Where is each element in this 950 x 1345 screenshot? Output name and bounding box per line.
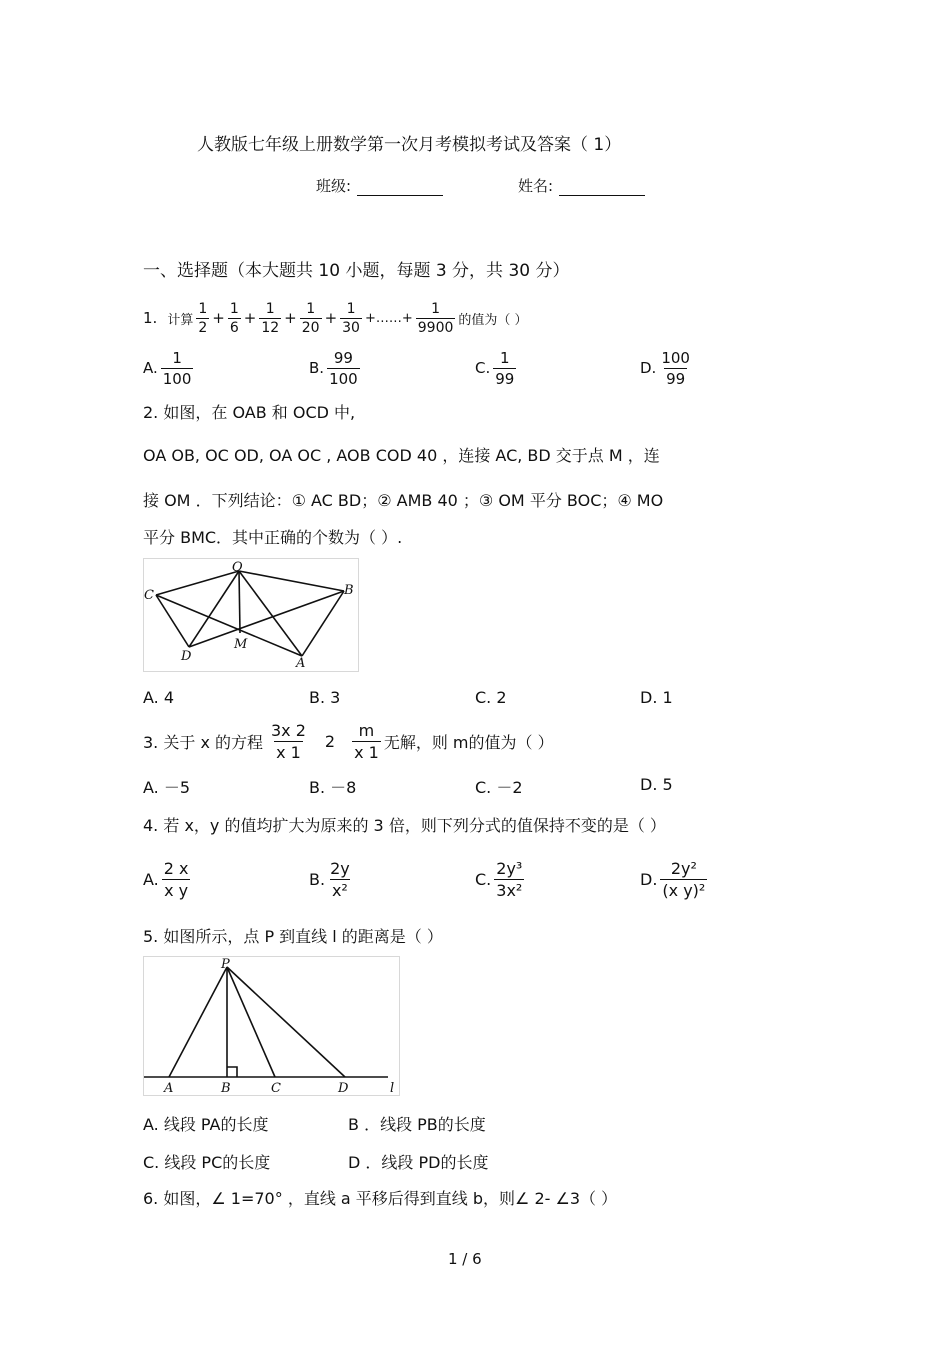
class-blank — [357, 177, 443, 196]
q1-number: 1. — [143, 309, 158, 327]
q3-frac-2: $\frac{m}{x 1}$ — [354, 720, 379, 762]
q4-option-a-frac: $\frac{2 x}{\text{x y}}$ — [163, 858, 189, 900]
q1-dots: +……+ — [364, 310, 413, 326]
q3-option-b: B. －8 — [309, 778, 357, 797]
q2-option-b: B. 3 — [309, 688, 341, 707]
label-A: A — [296, 656, 306, 671]
q1-calc-label: 计算 — [167, 312, 194, 328]
q5-option-d: D ．线段 PD的长度 — [348, 1153, 489, 1172]
segment-BA — [302, 591, 344, 656]
q4-option-b: B. $\frac{2y}{\text{x²}}$ — [309, 858, 350, 900]
q2-figure-svg — [144, 559, 358, 671]
segment-PD — [227, 967, 345, 1077]
label-C: C — [144, 588, 154, 603]
q3-constant: 2 — [324, 731, 336, 751]
q1-frac-2: $\frac{1}{6}$ — [229, 300, 239, 336]
q1-option-c-frac: $\frac{1}{99}$ — [495, 348, 515, 388]
q3-prefix: 3. 关于 x 的方程 — [143, 732, 263, 752]
segment-CD — [156, 595, 189, 647]
q4-option-d-frac: $\frac{\text{2y²}}{\text{(x y)²}}$ — [662, 858, 706, 900]
q2-line-4: 平分 BMC．其中正确的个数为（ ）. — [143, 528, 403, 547]
q1-option-b: B. $\frac{99}{100}$ — [309, 348, 358, 388]
label-D: D — [338, 1081, 349, 1095]
q4-option-c: C. $\frac{\text{2y³}}{\text{3x²}}$ — [475, 858, 523, 900]
question-3 — [143, 717, 554, 765]
label-C: C — [271, 1081, 281, 1095]
class-field — [316, 175, 443, 196]
segment-OB — [239, 571, 344, 591]
q3-suffix: 无解，则 m的值为（ ） — [383, 732, 554, 752]
q4-option-b-frac: $\frac{2y}{\text{x²}}$ — [330, 858, 350, 900]
q2-figure — [143, 558, 359, 672]
segment-OM — [239, 571, 240, 633]
q2-option-c: C. 2 — [475, 688, 507, 707]
q1-option-a: A. $\frac{1}{100}$ — [143, 348, 192, 388]
q5-figure-svg — [144, 957, 399, 1095]
label-B: B — [221, 1081, 231, 1095]
q4-text: 4. 若 x，y 的值均扩大为原来的 3 倍，则下列分式的值保持不变的是（ ） — [143, 816, 666, 835]
q3-option-a: A. －5 — [143, 778, 191, 797]
segment-PA — [169, 967, 227, 1077]
label-l: l — [390, 1081, 395, 1095]
q5-figure — [143, 956, 400, 1096]
label-M: M — [234, 637, 248, 652]
right-angle-mark — [227, 1067, 237, 1077]
q1-option-d: D. $\frac{100}{99}$ — [640, 348, 690, 388]
q1-option-a-frac: $\frac{1}{100}$ — [162, 348, 192, 388]
name-blank — [559, 177, 645, 196]
q4-option-d: D. $\frac{\text{2y²}}{\text{(x y)²}}$ — [640, 858, 706, 900]
class-label: 班级: — [316, 177, 352, 195]
q2-line-3: 接 OM ．下列结论：① AC BD；② AMB 40 ；③ OM 平分 BOC；④ MO — [143, 491, 664, 510]
segment-PC — [227, 967, 275, 1077]
q6-text: 6. 如图，∠ 1=70° ，直线 a 平移后得到直线 b，则∠ 2- ∠3（ ） — [143, 1189, 618, 1208]
q1-option-c: C. $\frac{1}{99}$ — [475, 348, 515, 388]
label-D: D — [181, 649, 192, 664]
q2-option-d: D. 1 — [640, 688, 673, 707]
q2-option-a: A. 4 — [143, 688, 175, 707]
q1-option-d-frac: $\frac{100}{99}$ — [661, 348, 690, 388]
q4-option-a: A. $\frac{2 x}{\text{x y}}$ — [143, 858, 189, 900]
label-A: A — [164, 1081, 174, 1095]
segment-OC — [156, 571, 239, 595]
question-1: 1. 计算 $\frac{1}{2}$ + $\frac{1}{6}$ + $\frac{1}{12}$ + $\frac{1}{20}$ + $\frac{1}{30}$ +……+ $\frac{1}{9900}$ 的值为（ ） — [143, 300, 528, 336]
q3-option-c: C. －2 — [475, 778, 523, 797]
q3-frac-1: $\frac{3x 2}{x 1}$ — [271, 720, 306, 762]
q1-frac-last: $\frac{1}{9900}$ — [417, 300, 454, 336]
q1-frac-4: $\frac{1}{20}$ — [301, 300, 320, 336]
name-field — [518, 175, 645, 196]
q5-option-a: A. 线段 PA的长度 — [143, 1115, 269, 1134]
q4-option-c-frac: $\frac{\text{2y³}}{\text{3x²}}$ — [496, 858, 523, 900]
q1-frac-3: $\frac{1}{12}$ — [261, 300, 280, 336]
q1-option-b-frac: $\frac{99}{100}$ — [329, 348, 358, 388]
label-B: B — [344, 583, 354, 598]
q1-suffix: 的值为（ ） — [458, 312, 528, 328]
q2-line-2: OA OB, OC OD, OA OC , AOB COD 40 ，连接 AC, BD 交于点 M ，连 — [143, 446, 660, 465]
label-P: P — [221, 957, 230, 972]
page-number: 1 / 6 — [448, 1250, 482, 1268]
name-label: 姓名: — [518, 177, 554, 195]
q3-option-d: D. 5 — [640, 775, 673, 794]
label-O: O — [232, 560, 243, 575]
segment-OD — [189, 571, 239, 647]
q5-option-c: C. 线段 PC的长度 — [143, 1153, 271, 1172]
q2-line-1: 2. 如图，在 OAB 和 OCD 中, — [143, 403, 356, 422]
q5-option-b: B ．线段 PB的长度 — [348, 1115, 486, 1134]
page-title: 人教版七年级上册数学第一次月考模拟考试及答案（ 1） — [197, 135, 622, 155]
q1-frac-1: $\frac{1}{2}$ — [198, 300, 208, 336]
section-heading: 一、选择题（本大题共 10 小题，每题 3 分，共 30 分） — [143, 261, 570, 281]
q1-frac-5: $\frac{1}{30}$ — [342, 300, 360, 336]
q5-text: 5. 如图所示，点 P 到直线 l 的距离是（ ） — [143, 927, 443, 946]
